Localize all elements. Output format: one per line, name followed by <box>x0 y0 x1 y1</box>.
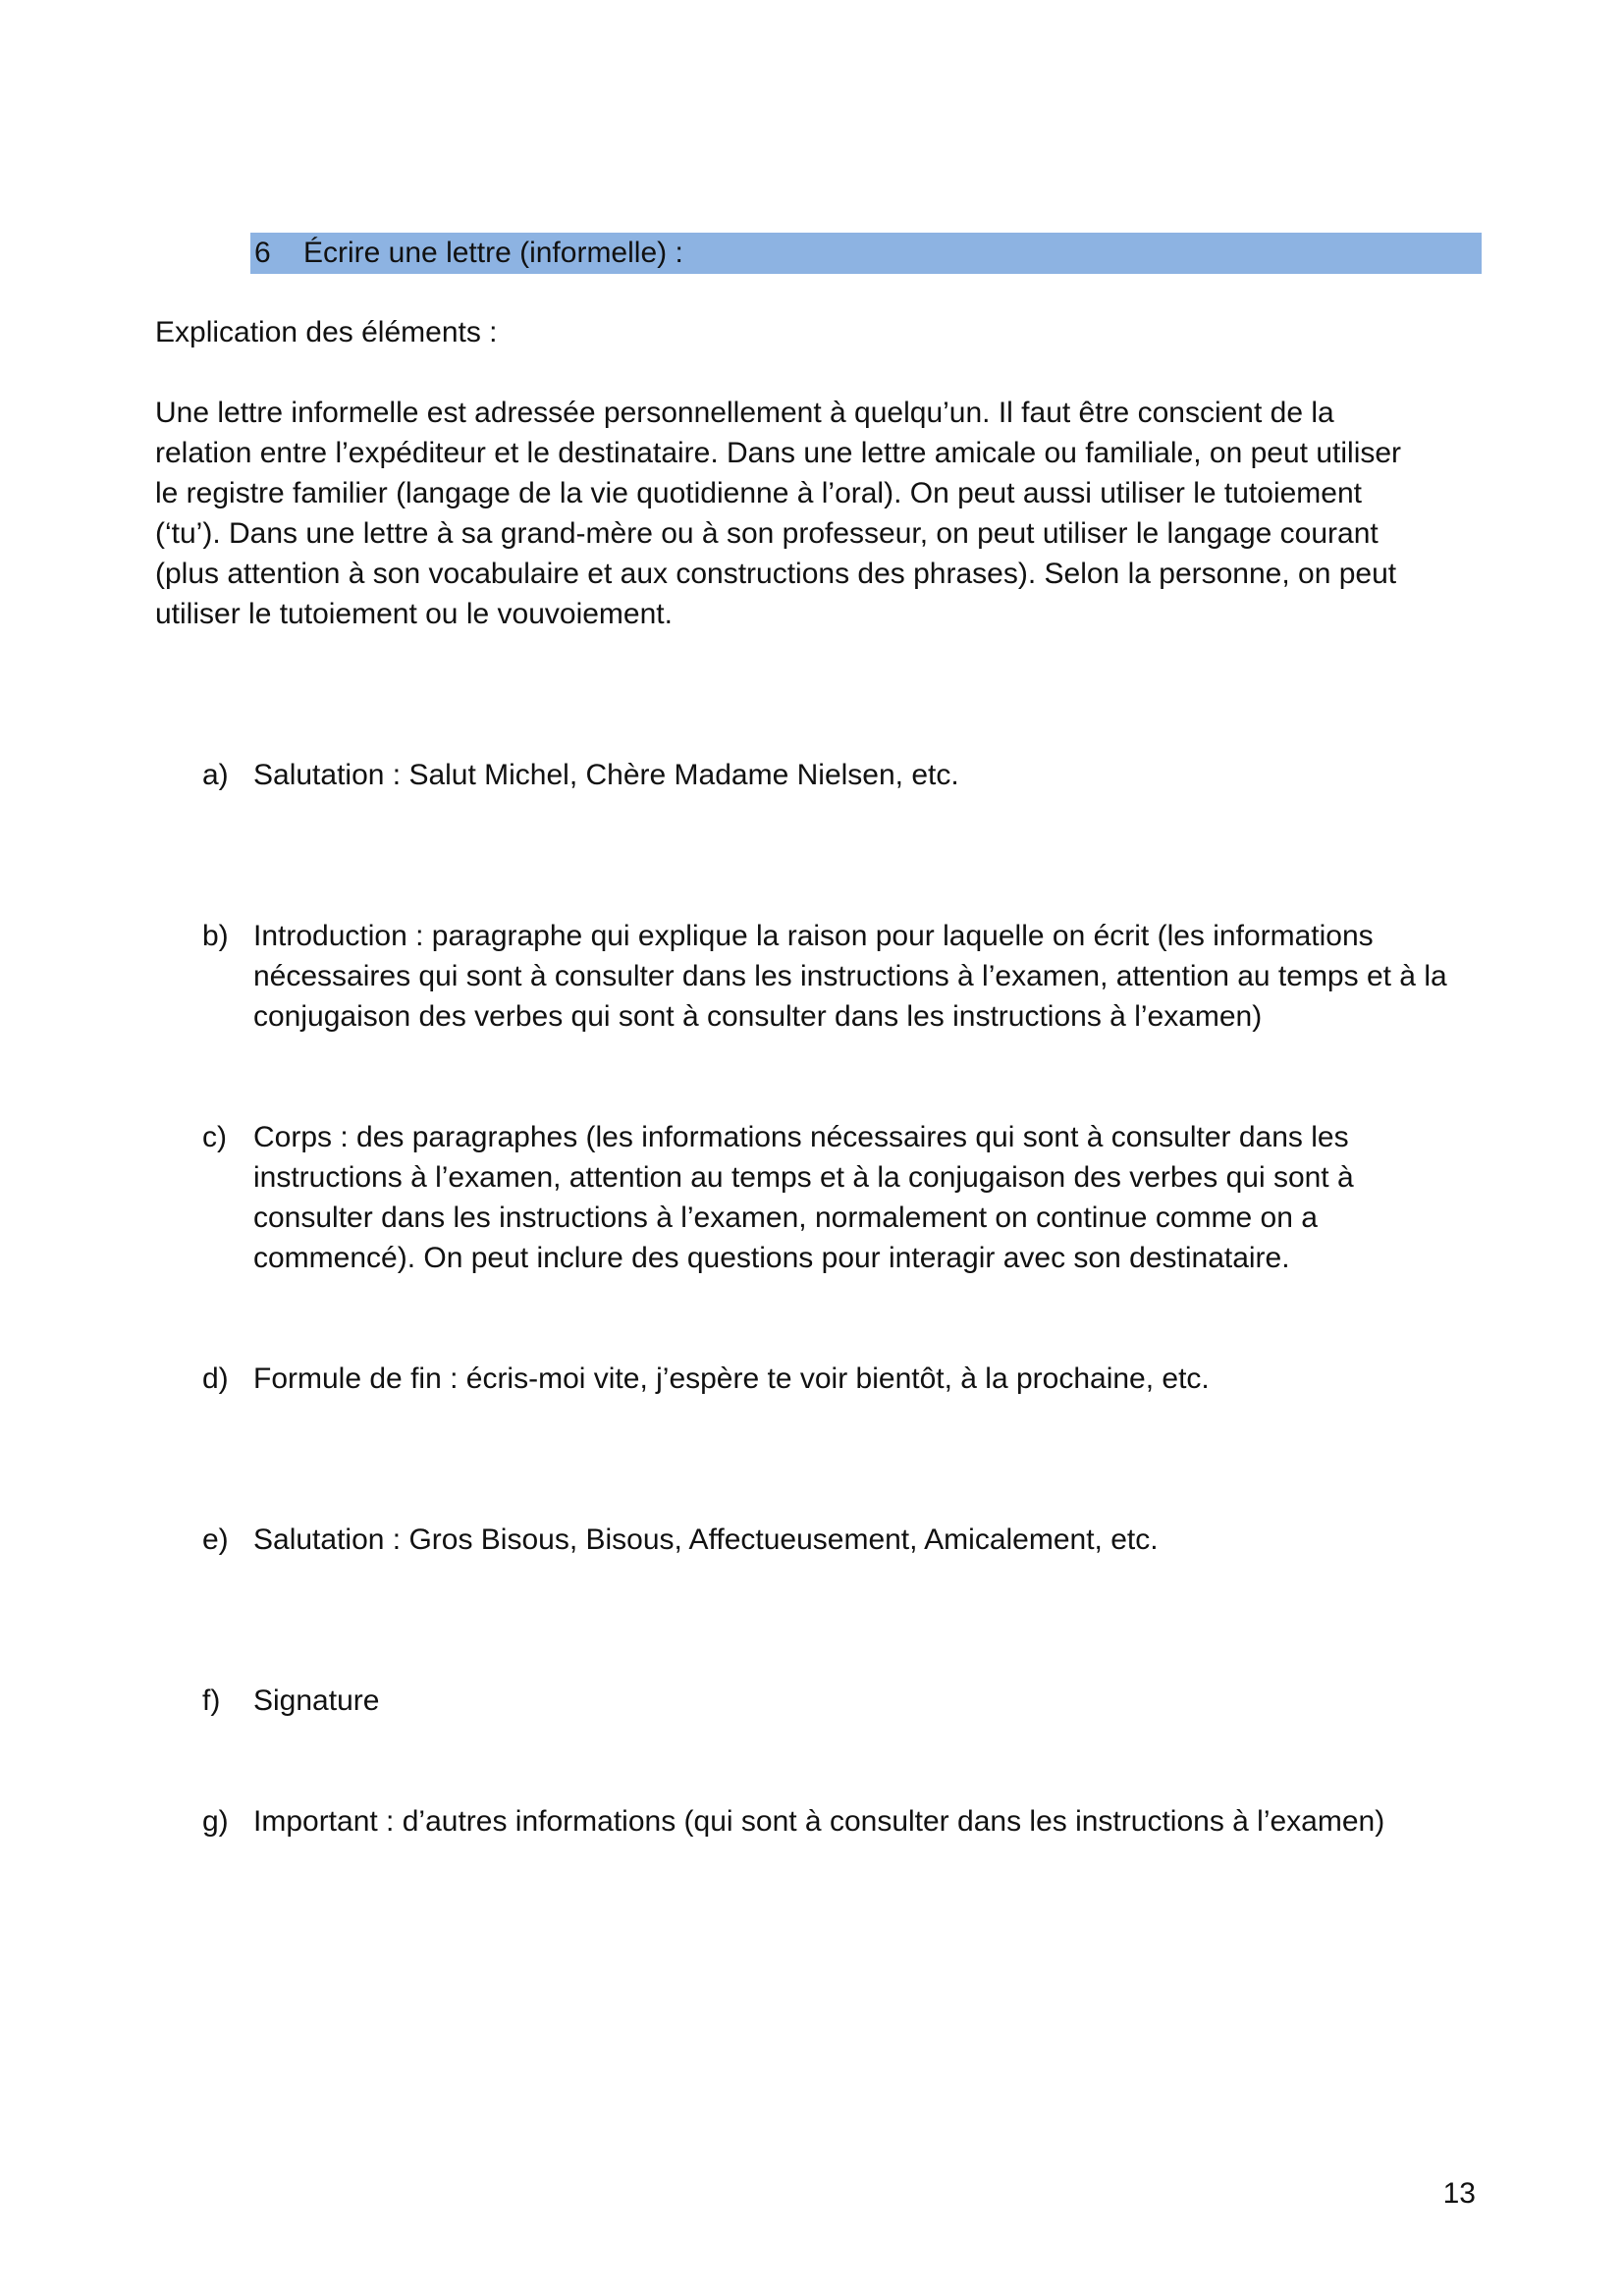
intro-paragraph <box>155 393 1490 634</box>
list-item-text <box>253 1681 1490 1721</box>
list-line: consulter dans les instructions à l’examen, normalement on continue comme on a <box>253 1201 1318 1234</box>
list-line: Salutation : Gros Bisous, Bisous, Affectueusement, Amicalement, etc. <box>253 1523 1159 1556</box>
list-marker: g) <box>202 1805 229 1838</box>
list-marker: c) <box>202 1121 227 1153</box>
list-marker: a) <box>202 759 229 791</box>
subtitle: Explication des éléments : <box>155 316 498 348</box>
section-title: Écrire une lettre (informelle) : <box>303 237 683 269</box>
list-line: Corps : des paragraphes (les informations nécessaires qui sont à consulter dans les <box>253 1121 1349 1153</box>
list-line: Signature <box>253 1684 380 1717</box>
list-line: nécessaires qui sont à consulter dans les instructions à l’examen, attention au temps et à la <box>253 960 1447 992</box>
intro-line: relation entre l’expéditeur et le destinataire. Dans une lettre amicale ou familiale, on peut utiliser <box>155 437 1402 469</box>
list-item-text <box>253 916 1490 1037</box>
section-heading <box>250 233 1482 274</box>
intro-line: Une lettre informelle est adressée personnellement à quelqu’un. Il faut être conscient de la <box>155 397 1334 429</box>
intro-line: utiliser le tutoiement ou le vouvoiement. <box>155 598 673 630</box>
list-item-text <box>253 1520 1490 1560</box>
list-item-text <box>253 1359 1490 1399</box>
list-item-text <box>253 755 1490 795</box>
list-line: Salutation : Salut Michel, Chère Madame Nielsen, etc. <box>253 759 959 791</box>
page-number: 13 <box>1442 2177 1476 2210</box>
intro-line: (‘tu’). Dans une lettre à sa grand-mère ou à son professeur, on peut utiliser le langage courant <box>155 517 1379 550</box>
list-item-text <box>253 1801 1490 1842</box>
intro-line: (plus attention à son vocabulaire et aux constructions des phrases). Selon la personne, on peut <box>155 558 1397 590</box>
intro-line: le registre familier (langage de la vie quotidienne à l’oral). On peut aussi utiliser le tutoiement <box>155 477 1362 509</box>
list-line: Introduction : paragraphe qui explique la raison pour laquelle on écrit (les informations <box>253 920 1374 952</box>
list-line: instructions à l’examen, attention au temps et à la conjugaison des verbes qui sont à <box>253 1161 1354 1194</box>
list-line: commencé). On peut inclure des questions pour interagir avec son destinataire. <box>253 1242 1290 1274</box>
section-number: 6 <box>254 237 271 269</box>
list-line: conjugaison des verbes qui sont à consulter dans les instructions à l’examen) <box>253 1000 1263 1033</box>
list-item-text <box>253 1117 1490 1278</box>
list-line: Formule de fin : écris-moi vite, j’espère te voir bientôt, à la prochaine, etc. <box>253 1362 1210 1395</box>
list-marker: b) <box>202 920 229 952</box>
list-marker: e) <box>202 1523 229 1556</box>
list-marker: d) <box>202 1362 229 1395</box>
list-line: Important : d’autres informations (qui sont à consulter dans les instructions à l’examen) <box>253 1805 1385 1838</box>
list-marker: f) <box>202 1684 221 1717</box>
